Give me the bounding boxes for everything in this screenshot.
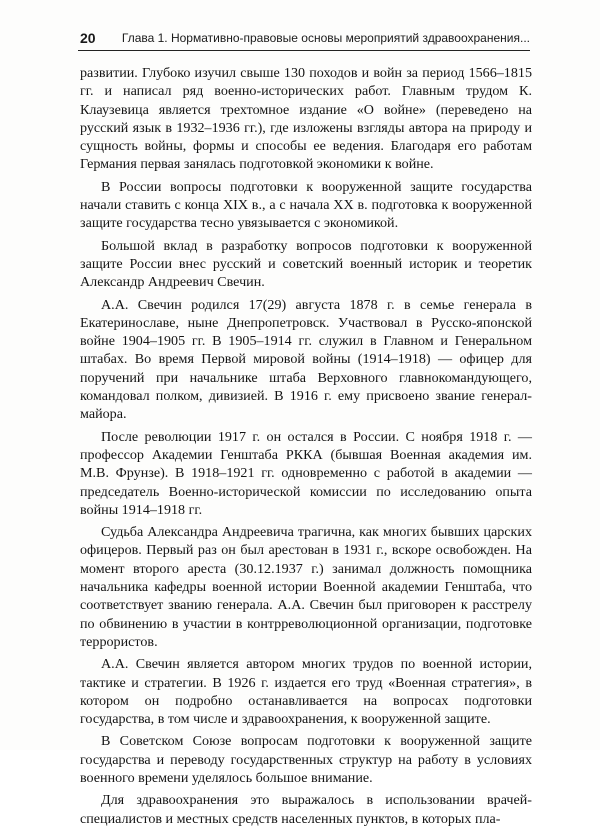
paragraph: А.А. Свечин является автором многих трудов по военной истории, тактике и стратегии. В 1926 г. издается его труд «Военная стратегия», в котором он подробно останавливается на вопросах подготовки государства, в том числе и здравоохранения, к вооруженной защите.	[80, 656, 532, 728]
paragraph: развитии. Глубоко изучил свыше 130 походов и войн за период 1566–1815 гг. и написал ряд военно-исторических работ. Главным трудом К. Клаузевица является трехтомное издание «О войне» (переведено на русский язык в 1932–1936 гг.), где изложены взгляды автора на природу и сущность войны, формы и способы ее ведения. Благодаря его работам Германия первая занялась подготовкой экономики к войне.	[80, 65, 532, 173]
paragraph: После революции 1917 г. он остался в России. С ноября 1918 г. — профессор Академии Генштаба РККА (бывшая Военная академия им. М.В. Фрунзе). В 1918–1921 гг. одновременно с работой в академии — председатель Военно-исторической комиссии по исследованию опыта войны 1914–1918 гг.	[80, 428, 532, 518]
running-head: Глава 1. Нормативно-правовые основы мероприятий здравоохранения...	[121, 31, 530, 45]
page-number: 20	[80, 30, 96, 46]
paragraph: А.А. Свечин родился 17(29) августа 1878 г. в семье генерала в Екатеринославе, ныне Днепропетровск. Участвовал в Русско-японской войне 1904–1905 гг. В 1905–1914 гг. служил в Главном и Генеральном штабах. Во время Первой мировой войны (1914–1918) — офицер для поручений при начальнике штаба Верховного главнокомандующего, командовал полком, дивизией. В 1916 г. ему присвоено звание генерал-майора.	[80, 296, 532, 423]
paragraph: В Советском Союзе вопросам подготовки к вооруженной защите государства и переводу государственных структур на работу в условиях военного времени уделялось большое внимание.	[80, 733, 532, 786]
paragraph: Для здравоохранения это выражалось в использовании врачей-специалистов и местных средств населенных пунктов, в которых пла-	[80, 792, 532, 827]
page-body	[80, 64, 532, 832]
page-header	[78, 28, 530, 51]
paragraph: В России вопросы подготовки к вооруженной защите государства начали ставить с конца XIX в., а с начала XX в. подготовка к вооруженной защите государства тесно увязывается с экономикой.	[80, 178, 532, 232]
paragraph: Судьба Александра Андреевича трагична, как многих бывших царских офицеров. Первый раз он был арестован в 1931 г., вскоре освобожден. На момент второго ареста (30.12.1937 г.) занимал должность помощника начальника кафедры военной истории Военной академии Генштаба, что соответствует званию генерала. А.А. Свечин был приговорен к расстрелу по обвинению в участии в контрреволюционной организации, подготовке террористов.	[80, 524, 532, 650]
paragraph: Большой вклад в разработку вопросов подготовки к вооруженной защите России внес русский и советский военный историк и теоретик Александр Андреевич Свечин.	[80, 237, 532, 291]
